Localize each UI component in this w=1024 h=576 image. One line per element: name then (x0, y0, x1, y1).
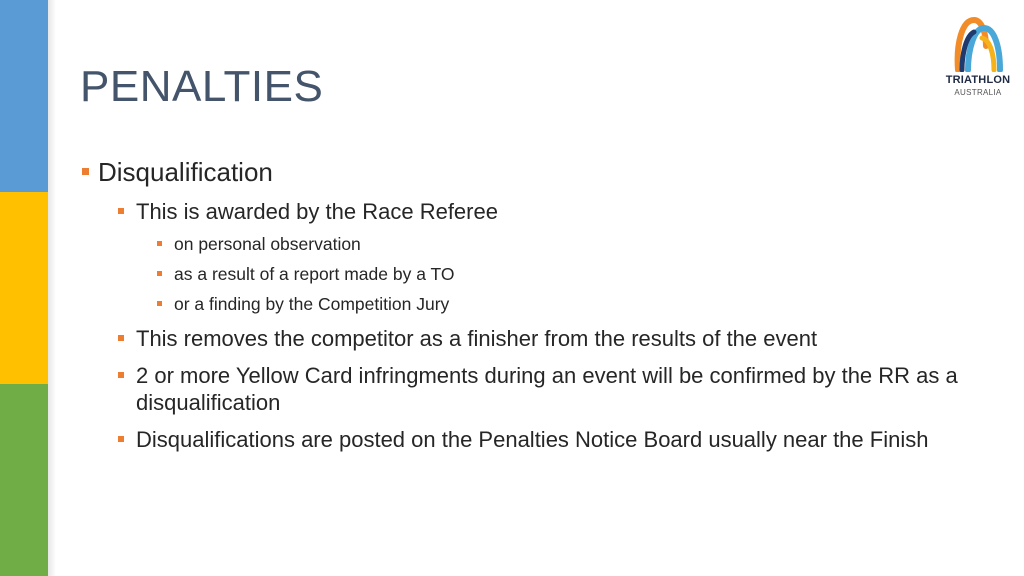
triathlon-australia-logo (942, 14, 1014, 98)
bullet-personal-observation (80, 233, 960, 255)
bullet-text: Disqualification (98, 157, 273, 187)
bullet-list (80, 156, 960, 453)
square-bullet-icon (118, 335, 124, 341)
square-bullet-icon (157, 301, 162, 306)
triathlon-arches-icon (952, 14, 1004, 72)
bullet-awarded (80, 198, 960, 225)
stripe-blue (0, 0, 48, 192)
square-bullet-icon (118, 372, 124, 378)
bullet-text: Disqualifications are posted on the Penalties Notice Board usually near the Finish (136, 427, 929, 452)
bullet-text: or a finding by the Competition Jury (174, 294, 450, 314)
bullet-text: 2 or more Yellow Card infringments during an event will be confirmed by the RR as a disqualification (136, 363, 958, 415)
bullet-removes-competitor (80, 325, 960, 352)
stripe-yellow (0, 192, 48, 384)
slide-content (80, 156, 960, 453)
square-bullet-icon (82, 168, 89, 175)
bullet-posted-notice-board (80, 426, 960, 453)
square-bullet-icon (157, 241, 162, 246)
square-bullet-icon (118, 208, 124, 214)
logo-subtitle: AUSTRALIA (954, 88, 1002, 97)
bullet-competition-jury (80, 293, 960, 315)
bullet-yellow-card (80, 362, 960, 416)
square-bullet-icon (118, 436, 124, 442)
bullet-text: on personal observation (174, 234, 361, 254)
logo-name: TRIATHLON (945, 74, 1011, 86)
square-bullet-icon (157, 271, 162, 276)
bullet-report-by-to (80, 263, 960, 285)
bullet-text: This removes the competitor as a finisher from the results of the event (136, 326, 818, 351)
bullet-text: This is awarded by the Race Referee (136, 199, 498, 224)
stripe-green (0, 384, 48, 576)
bullet-text: as a result of a report made by a TO (174, 264, 455, 284)
slide-title: PENALTIES (80, 62, 324, 111)
bullet-disqualification (80, 156, 960, 188)
stripe-shadow (48, 0, 56, 576)
